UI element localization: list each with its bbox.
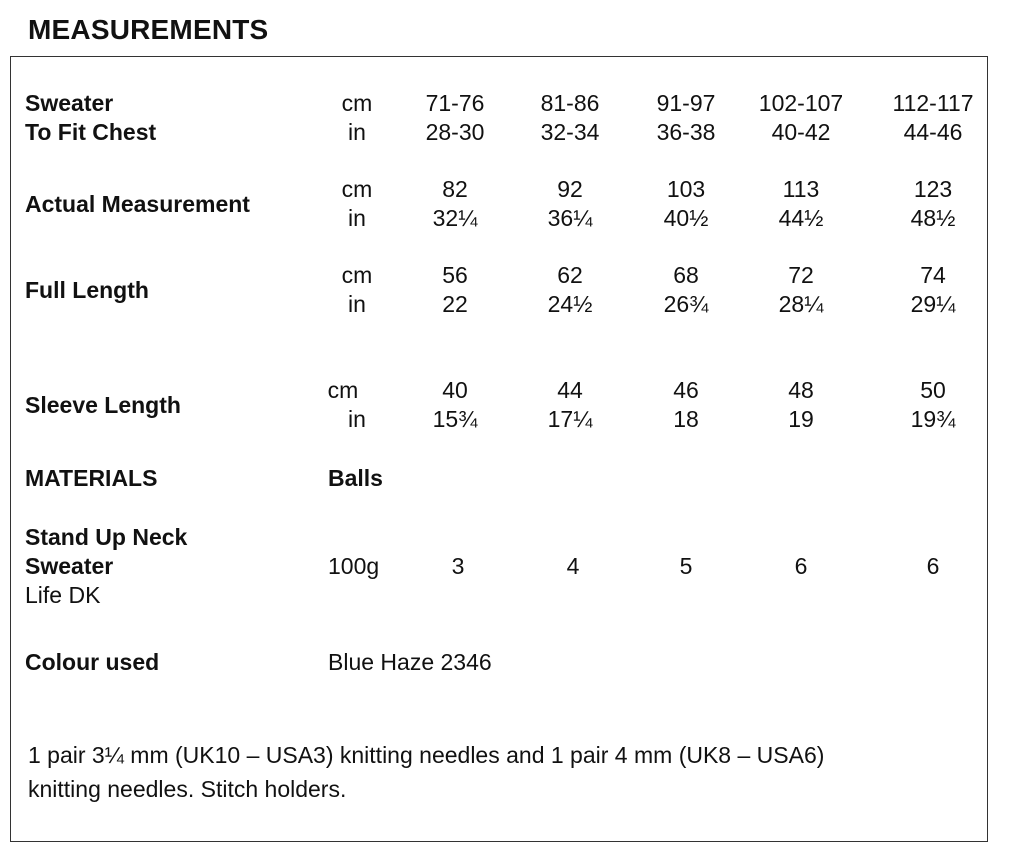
sleeve-in-4: 19 (788, 406, 814, 432)
size-in-5: 44-46 (903, 119, 963, 145)
needles-note (28, 738, 968, 806)
length-cm-4: 72 (788, 262, 814, 288)
yarn-weight: 100g (328, 553, 380, 579)
length-cm-1: 56 (442, 262, 468, 288)
actual-cm-2: 92 (557, 176, 583, 202)
length-in-2: 24½ (547, 291, 593, 317)
page-title: MEASUREMENTS (28, 14, 269, 45)
actual-in-2: 36¼ (547, 205, 593, 231)
unit-in: in (348, 205, 366, 231)
sleeve-in-5: 19¾ (910, 406, 956, 432)
length-cm-3: 68 (673, 262, 699, 288)
balls-1: 3 (451, 553, 465, 579)
actual-cm-5: 123 (913, 176, 953, 202)
measurements-table-frame (10, 56, 988, 842)
length-in-5: 29¼ (910, 291, 956, 317)
sleeve-cm-4: 48 (788, 377, 814, 403)
unit-cm: cm (327, 377, 359, 403)
unit-cm: cm (341, 90, 373, 116)
length-cm-2: 62 (557, 262, 583, 288)
size-in-3: 36-38 (656, 119, 716, 145)
sleeve-cm-2: 44 (557, 377, 583, 403)
actual-in-1: 32¼ (432, 205, 478, 231)
balls-2: 4 (566, 553, 580, 579)
length-cm-5: 74 (920, 262, 946, 288)
materials-heading: MATERIALS (25, 465, 158, 491)
unit-in: in (348, 406, 366, 432)
yarn-label-stand-up-neck: Stand Up Neck (25, 524, 188, 550)
row-label-to-fit-chest: To Fit Chest (25, 119, 157, 145)
size-cm-5: 112-117 (892, 90, 974, 116)
size-in-4: 40-42 (771, 119, 831, 145)
sleeve-cm-1: 40 (442, 377, 468, 403)
size-in-1: 28-30 (425, 119, 485, 145)
length-in-3: 26¾ (663, 291, 709, 317)
unit-cm: cm (341, 262, 373, 288)
colour-used-value: Blue Haze 2346 (328, 649, 492, 675)
row-label-sweater: Sweater (25, 90, 114, 116)
size-cm-1: 71-76 (425, 90, 485, 116)
unit-in: in (348, 119, 366, 145)
actual-in-3: 40½ (663, 205, 709, 231)
unit-in: in (348, 291, 366, 317)
length-in-1: 22 (442, 291, 468, 317)
balls-heading: Balls (328, 465, 383, 491)
sleeve-cm-5: 50 (920, 377, 946, 403)
balls-4: 6 (794, 553, 808, 579)
size-in-2: 32-34 (540, 119, 600, 145)
row-label-full-length: Full Length (25, 277, 149, 303)
yarn-label-life-dk: Life DK (25, 582, 101, 608)
actual-cm-1: 82 (442, 176, 468, 202)
needles-note-line-2: knitting needles. Stitch holders. (28, 776, 347, 802)
size-cm-3: 91-97 (656, 90, 716, 116)
sleeve-cm-3: 46 (673, 377, 699, 403)
actual-cm-3: 103 (666, 176, 706, 202)
sleeve-in-2: 17¼ (547, 406, 593, 432)
needles-note-line-1: 1 pair 3¼ mm (UK10 – USA3) knitting needles and 1 pair 4 mm (UK8 – USA6) (28, 742, 825, 768)
row-label-sleeve-length: Sleeve Length (25, 392, 181, 418)
size-cm-4: 102-107 (758, 90, 844, 116)
unit-cm: cm (341, 176, 373, 202)
colour-used-label: Colour used (25, 649, 160, 675)
length-in-4: 28¼ (778, 291, 824, 317)
sleeve-in-3: 18 (673, 406, 699, 432)
balls-3: 5 (679, 553, 693, 579)
balls-5: 6 (926, 553, 940, 579)
size-cm-2: 81-86 (540, 90, 600, 116)
sleeve-in-1: 15¾ (432, 406, 478, 432)
actual-cm-4: 113 (782, 176, 820, 202)
yarn-label-sweater: Sweater (25, 553, 114, 579)
row-label-actual-measurement: Actual Measurement (25, 191, 250, 217)
actual-in-4: 44½ (778, 205, 824, 231)
actual-in-5: 48½ (910, 205, 956, 231)
